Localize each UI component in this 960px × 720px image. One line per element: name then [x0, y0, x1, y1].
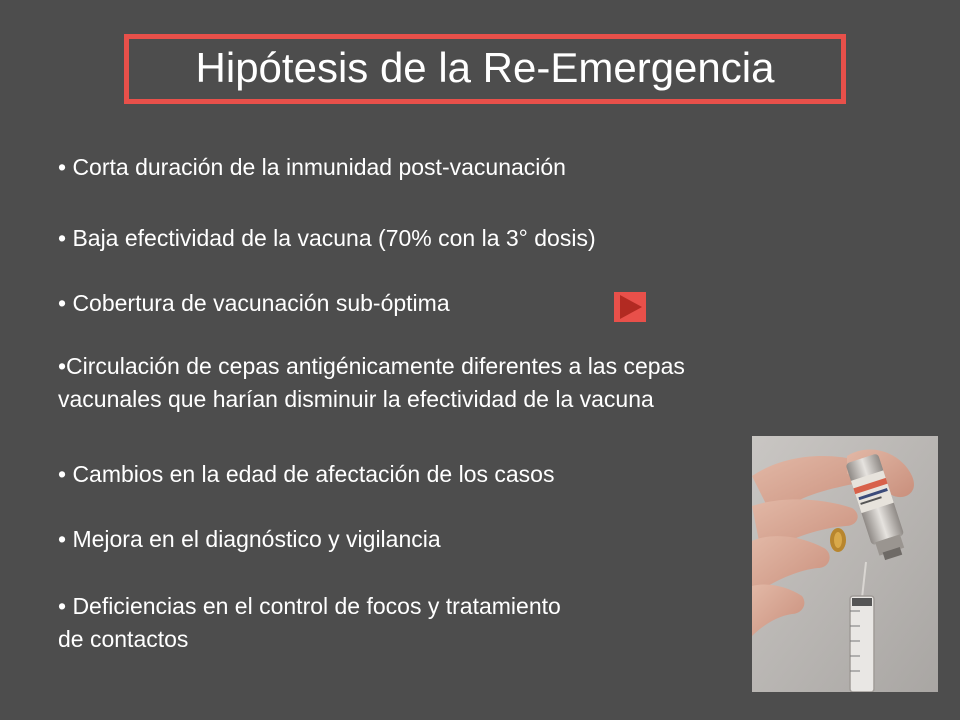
- bullet-text: • Cambios en la edad de afectación de los casos: [58, 461, 555, 487]
- bullet-vaccine-effectiveness: [58, 222, 596, 255]
- bullet-text: • Corta duración de la inmunidad post-vacunación: [58, 154, 566, 180]
- bullet-text-line-1: •Circulación de cepas antigénicamente diferentes a las cepas: [58, 353, 685, 379]
- bullet-focus-control: [58, 590, 561, 656]
- bullet-text: • Mejora en el diagnóstico y vigilancia: [58, 526, 441, 552]
- bullet-vaccination-coverage: [58, 287, 450, 320]
- play-arrow-icon: [614, 292, 646, 322]
- bullet-text: • Baja efectividad de la vacuna (70% con la 3° dosis): [58, 225, 596, 251]
- title-frame: [124, 34, 846, 104]
- bullet-diagnosis-improvement: [58, 523, 441, 556]
- bullet-immunity-duration: [58, 151, 566, 184]
- vaccine-photo: [752, 436, 938, 692]
- play-arrow-button[interactable]: [614, 292, 646, 322]
- bullet-age-change: [58, 458, 554, 491]
- bullet-text-line-1: • Deficiencias en el control de focos y tratamiento: [58, 593, 561, 619]
- bullet-text-line-2: de contactos: [58, 626, 189, 652]
- bullet-text: • Cobertura de vacunación sub-óptima: [58, 290, 450, 316]
- vaccine-vial-syringe-image: [752, 436, 938, 692]
- bullet-strain-circulation: [58, 350, 685, 416]
- slide-title: Hipótesis de la Re-Emergencia: [195, 44, 775, 91]
- bullet-text-line-2: vacunales que harían disminuir la efectividad de la vacuna: [58, 386, 654, 412]
